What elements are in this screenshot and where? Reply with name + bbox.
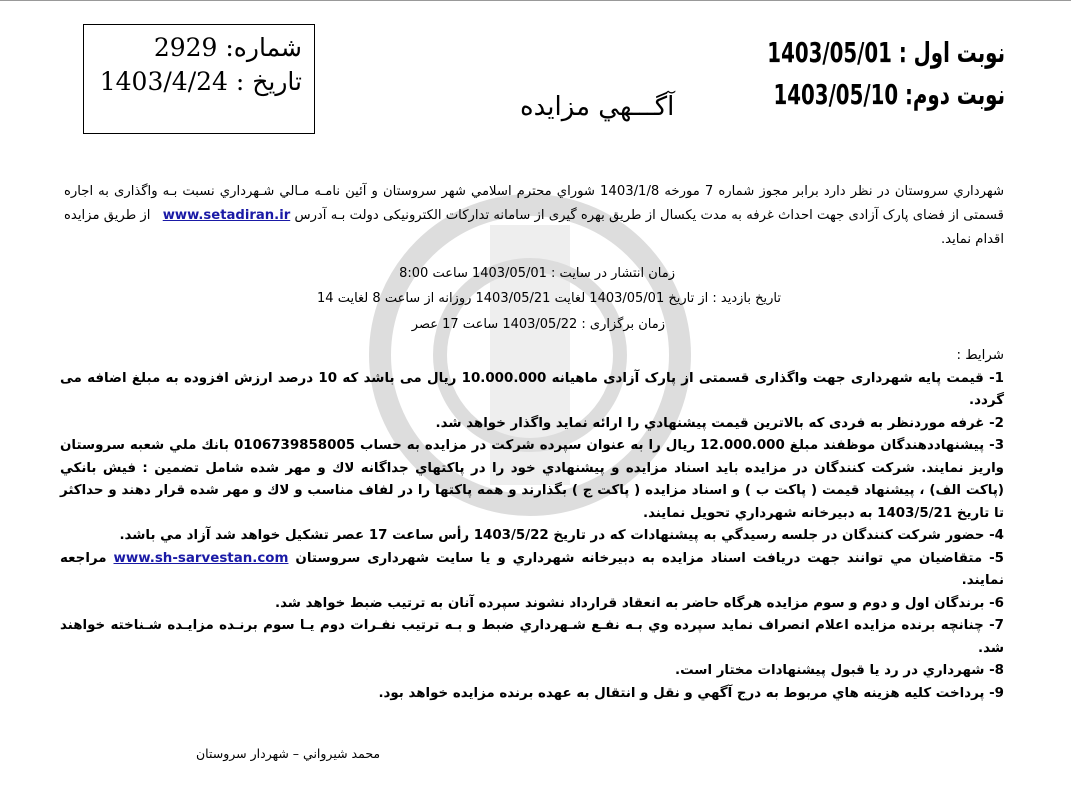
visit-dates: تاريخ بازديد : از تاريخ 1403/05/01 لغايت 1403/05/21 روزانه از ساعت 8 لغايت 14: [317, 291, 781, 306]
condition-4: 4- حضور شرکت کنندگان در جلسه رسيدگي به پيشنهادات که در تاريخ 1403/5/22 رأس ساعت 17 عصر تشكيل خواهد شد آزاد مي باشد.: [119, 528, 1004, 543]
condition-5: [60, 548, 1004, 593]
condition-6: 6- برندگان اول و دوم و سوم مزايده هرگاه حاضر به انعقاد قرارداد نشوند سپرده آنان به ترتيب ضبط خواهد شد.: [274, 595, 1004, 611]
page-title: آگـــهي مزايده: [520, 92, 675, 122]
condition-5-tail: مراجعه نمايند.: [60, 550, 1004, 588]
conditions-heading: شرايط :: [956, 348, 1004, 363]
sarvestan-link[interactable]: www.sh-sarvestan.com: [113, 550, 289, 566]
condition-5-text: 5- متقاضيان مي توانند جهت دريافت اسناد مزايده به دبيرخانه شهرداري و يا سايت شهرداری سروستان: [295, 550, 1004, 566]
intro-text: شهرداري سروستان در نظر دارد برابر مجوز شماره 7 مورخه 1403/1/8 شوراي محترم اسلامي شهر سروستان و آئين نامـه مـالي شـهرداري نسبت بـه واگذاری به اجاره قسمتی از فضای پارک آزادی جهت احداث غرفه به مدت يکسال از طريق بهره گيری از سامانه تدارکات الکترونيکی دولت بـه آدرس: [64, 184, 1005, 223]
condition-1: 1- قيمت پايه شهرداری جهت واگذاری قسمتی از پارک آزادی ماهيانه 10.000.000 ريال می باشد که 10 درصد ارزش افزوده به مبلغ اضافه می گردد.: [60, 370, 1004, 408]
first-round-date: نوبت اول : 1403/05/01: [767, 38, 1005, 70]
intro-tail: از طريق مزايده اقدام نمايد.: [64, 208, 1004, 247]
conditions-section: [60, 345, 1004, 705]
number-date-box: [83, 24, 315, 134]
publish-time: زمان انتشار در سايت : 1403/05/01 ساعت 8:00: [399, 266, 675, 281]
top-border: [0, 0, 1071, 7]
condition-9: 9- پرداخت كليه هزينه هاي مربوط به درج آگهي و نقل و انتقال به عهده برنده مزايده خواهد بود.: [378, 685, 1004, 701]
condition-7: 7- چنانچه برنده مزايده اعلام انصراف نمايد سپرده وي بـه نفـع شـهرداري ضبط و بـه ترتيب نفـرات دوم يـا سوم برنـده مزايـده شـناخته خواهند شد.: [60, 618, 1004, 656]
setadiran-link[interactable]: www.setadiran.ir: [162, 208, 291, 223]
condition-2: 2- غرفه موردنظر به فردی که بالاترين قيمت پيشنهادي را ارائه نمايد واگذار خواهد شد.: [435, 415, 1004, 431]
second-round-date: نوبت دوم: 1403/05/10: [773, 80, 1005, 112]
letter-date: تاريخ : 1403/4/24: [99, 67, 302, 96]
condition-8: 8- شهرداري در رد يا قبول پيشنهادات مختار است.: [675, 663, 1004, 678]
intro-paragraph: [64, 180, 1004, 252]
signer-name: محمد شيرواني – شهردار سروستان: [196, 746, 381, 761]
letter-number: شماره: 2929: [153, 33, 302, 62]
hold-time: زمان برگزاری : 1403/05/22 ساعت 17 عصر: [411, 317, 665, 332]
condition-3: 3- پيشنهاددهندگان موظفند مبلغ 12.000.000 ريال را به عنوان سپرده شرکت در مزايده به حساب 0106739858005 بانك ملي شعبه سروستان واريز نمايند. شرکت کنندگان در مزايده بايد اسناد مزايده و پيشنهادي خود را در پاكتهاي جداگانه لاك و مهر شده شامل تضمين : فيش بانكي (پاكت الف) ، پيشنهاد قيمت ( پاكت ب ) و اسناد مزايده ( پاكت ج ) بگذارند و همه پاكتها را در لفاف مناسب و لاك و مهر شده قرار دهند و حداكثر تا تاريخ 1403/5/21 به دبيرخانه شهرداري تحويل نمايند.: [60, 438, 1005, 521]
